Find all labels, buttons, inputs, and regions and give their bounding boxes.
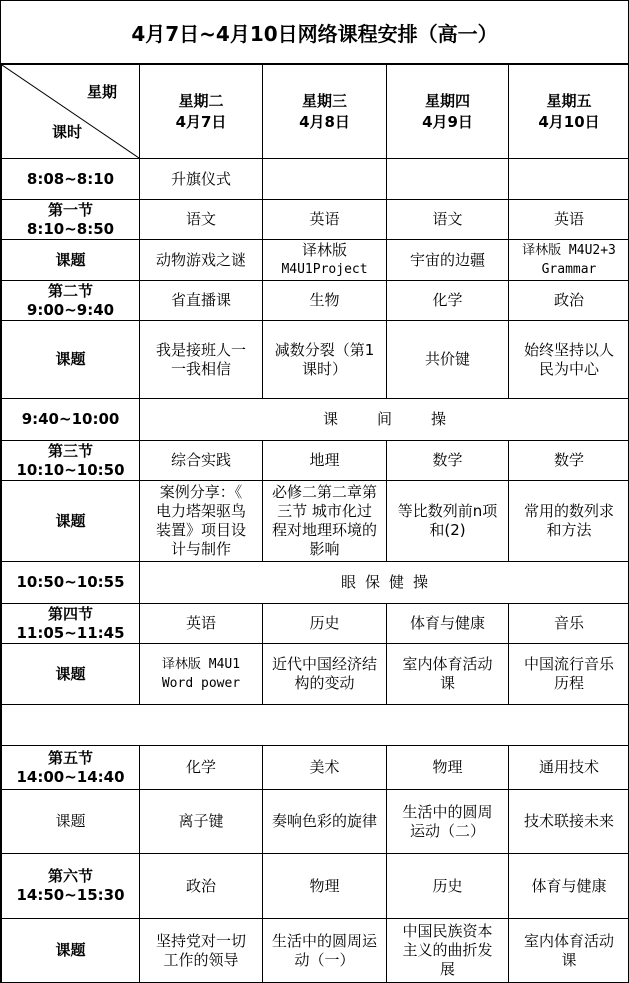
subject-cell: 生物 — [263, 281, 387, 321]
page-title: 4月7日~4月10日网络课程安排（高一） — [1, 1, 628, 64]
break-row — [2, 399, 629, 441]
period-cell — [2, 281, 140, 321]
period-row — [2, 854, 629, 919]
topic-line: 动物游戏之谜 — [155, 250, 246, 269]
period-time: 10:10~10:50 — [16, 460, 125, 479]
topic-cell — [263, 919, 387, 983]
subject-cell: 语文 — [140, 200, 263, 240]
topic-label: 课题 — [2, 240, 140, 281]
topic-row — [2, 790, 629, 854]
topic-line: 动（一） — [294, 950, 355, 969]
subject-cell: 美术 — [263, 746, 387, 790]
period-time: 14:00~14:40 — [16, 767, 125, 786]
topic-line: Word power — [161, 676, 241, 691]
period-name: 第六节 — [47, 867, 93, 885]
topic-cell — [140, 790, 263, 854]
topic-line: 我是接班人一 — [155, 340, 246, 359]
topic-line: 中国民族资本 — [402, 922, 493, 940]
topic-line: 离子键 — [178, 812, 224, 830]
period-cell — [2, 746, 140, 790]
period-row — [2, 604, 629, 644]
topic-line: 坚持党对一切 — [155, 931, 246, 950]
topic-row — [2, 481, 629, 562]
topic-cell — [509, 321, 629, 399]
activity-cell — [509, 159, 629, 200]
subject-cell: 综合实践 — [140, 441, 263, 481]
subject-cell: 通用技术 — [509, 746, 629, 790]
subject-cell: 化学 — [387, 281, 509, 321]
topic-line: 影响 — [309, 540, 340, 558]
topic-line: 译林版 M4U1 — [161, 657, 241, 672]
topic-line: 生活中的圆周运 — [271, 931, 377, 950]
topic-line: 生活中的圆周 — [402, 802, 493, 821]
subject-cell: 音乐 — [509, 604, 629, 644]
activity-cell — [387, 159, 509, 200]
period-time: 14:50~15:30 — [16, 886, 125, 904]
time-cell: 10:50~10:55 — [2, 562, 140, 604]
subject-cell: 物理 — [263, 854, 387, 919]
topic-label: 课题 — [2, 790, 140, 854]
topic-cell — [387, 790, 509, 854]
day-header — [509, 65, 629, 159]
topic-cell — [263, 790, 387, 854]
topic-label: 课题 — [2, 481, 140, 562]
break-char: 间 — [376, 410, 392, 428]
subject-cell: 数学 — [509, 441, 629, 481]
topic-line: 课 — [561, 950, 577, 969]
topic-row — [2, 644, 629, 705]
break-char: 操 — [431, 410, 447, 428]
topic-line: 一我相信 — [170, 359, 231, 378]
topic-cell — [140, 240, 263, 281]
day-header — [387, 65, 509, 159]
topic-line: M4U1Project — [281, 262, 368, 277]
period-row — [2, 200, 629, 240]
topic-line: 译林版 M4U2+3 — [522, 243, 616, 258]
period-name: 第四节 — [47, 604, 93, 623]
break-char: 课 — [322, 410, 338, 428]
topic-line: 宇宙的边疆 — [409, 250, 485, 269]
topic-cell — [509, 919, 629, 983]
date: 4月8日 — [299, 112, 350, 131]
period-label: 课时 — [52, 123, 83, 141]
weekday: 星期四 — [424, 91, 470, 110]
period-row — [2, 281, 629, 321]
subject-cell: 英语 — [263, 200, 387, 240]
subject-cell: 地理 — [263, 441, 387, 481]
corner-cell — [2, 65, 140, 159]
eye-exercise-cell — [140, 562, 629, 604]
topic-cell — [387, 321, 509, 399]
period-time: 9:00~9:40 — [26, 300, 115, 319]
period-time: 11:05~11:45 — [16, 623, 125, 642]
subject-cell: 英语 — [140, 604, 263, 644]
topic-line: 构的变动 — [294, 674, 355, 692]
topic-line: 案例分享：《 — [159, 483, 243, 501]
blank-cell — [2, 705, 629, 746]
date: 4月10日 — [538, 112, 600, 131]
topic-line: 展 — [439, 960, 455, 978]
topic-label: 课题 — [2, 919, 140, 983]
diagonal-line — [2, 65, 139, 158]
lunch-gap-row — [2, 705, 629, 746]
topic-line: 民为中心 — [538, 359, 599, 378]
topic-line: 工作的领导 — [163, 950, 239, 969]
period-cell — [2, 200, 140, 240]
day-header — [140, 65, 263, 159]
period-cell — [2, 441, 140, 481]
activity-cell: 升旗仪式 — [140, 159, 263, 200]
date: 4月9日 — [422, 112, 473, 131]
topic-cell — [387, 481, 509, 562]
topic-line: 运动（二） — [409, 821, 485, 840]
topic-cell — [509, 790, 629, 854]
topic-cell — [387, 919, 509, 983]
schedule-table — [1, 64, 629, 983]
subject-cell: 语文 — [387, 200, 509, 240]
topic-cell — [509, 240, 629, 281]
date: 4月7日 — [175, 112, 227, 131]
topic-cell — [140, 321, 263, 399]
period-name: 第二节 — [47, 281, 93, 300]
subject-cell: 数学 — [387, 441, 509, 481]
subject-cell: 历史 — [387, 854, 509, 919]
topic-line: 共价键 — [424, 350, 470, 368]
topic-line: 计与制作 — [170, 540, 231, 558]
topic-line: 始终坚持以人 — [523, 340, 614, 359]
topic-cell — [509, 481, 629, 562]
topic-line: 程对地理环境的 — [271, 521, 377, 539]
topic-cell — [140, 919, 263, 983]
subject-cell: 政治 — [140, 854, 263, 919]
weekday: 星期五 — [546, 91, 592, 110]
topic-line: 减数分裂（第1 — [274, 340, 375, 359]
subject-cell: 物理 — [387, 746, 509, 790]
topic-line: 中国流行音乐 — [523, 655, 614, 673]
day-header — [263, 65, 387, 159]
subject-cell: 历史 — [263, 604, 387, 644]
topic-cell — [263, 481, 387, 562]
topic-line: 室内体育活动 — [402, 655, 493, 673]
topic-row — [2, 919, 629, 983]
topic-cell — [387, 240, 509, 281]
eye-char: 健 — [389, 573, 405, 591]
period-cell — [2, 854, 140, 919]
activity-cell — [263, 159, 387, 200]
topic-label: 课题 — [2, 321, 140, 399]
topic-row — [2, 321, 629, 399]
topic-line: 和(2) — [429, 521, 466, 539]
subject-cell: 英语 — [509, 200, 629, 240]
topic-line: 三节 城市化过 — [277, 502, 372, 520]
topic-line: 课 — [439, 674, 455, 692]
subject-cell: 省直播课 — [140, 281, 263, 321]
flag-row — [2, 159, 629, 200]
subject-cell: 化学 — [140, 746, 263, 790]
weekday: 星期二 — [178, 91, 224, 110]
topic-line: 室内体育活动 — [523, 931, 614, 950]
topic-cell — [263, 240, 387, 281]
topic-line: 常用的数列求 — [523, 502, 614, 520]
period-row — [2, 746, 629, 790]
eye-char: 保 — [364, 573, 380, 591]
topic-line: 奏响色彩的旋律 — [271, 812, 377, 830]
topic-line: Grammar — [541, 262, 597, 277]
topic-line: 译林版 — [301, 241, 347, 259]
period-name: 第五节 — [47, 748, 93, 767]
topic-line: 等比数列前n项 — [397, 502, 498, 520]
header-row — [2, 65, 629, 159]
topic-cell — [140, 644, 263, 705]
topic-row — [2, 240, 629, 281]
period-cell — [2, 604, 140, 644]
period-time: 8:10~8:50 — [26, 219, 115, 238]
eye-exercise-row — [2, 562, 629, 604]
topic-cell — [263, 644, 387, 705]
topic-cell — [509, 644, 629, 705]
topic-line: 和方法 — [546, 521, 592, 539]
topic-line: 近代中国经济结 — [271, 655, 377, 673]
time-cell: 9:40~10:00 — [2, 399, 140, 441]
topic-line: 主义的曲折发 — [402, 941, 493, 959]
subject-cell: 体育与健康 — [509, 854, 629, 919]
subject-cell: 政治 — [509, 281, 629, 321]
subject-cell: 体育与健康 — [387, 604, 509, 644]
period-row — [2, 441, 629, 481]
topic-cell — [140, 481, 263, 562]
topic-line: 历程 — [553, 674, 584, 692]
topic-line: 必修二第二章第 — [271, 483, 377, 501]
topic-label: 课题 — [2, 644, 140, 705]
time-cell: 8:08~8:10 — [2, 159, 140, 200]
topic-line: 装置》项目设 — [155, 521, 246, 539]
period-name: 第三节 — [47, 441, 93, 460]
eye-char: 眼 — [340, 573, 356, 591]
day-label: 星期 — [86, 83, 117, 101]
topic-line: 技术联接未来 — [523, 812, 614, 830]
topic-cell — [263, 321, 387, 399]
period-name: 第一节 — [47, 200, 93, 219]
weekday: 星期三 — [301, 91, 347, 110]
eye-char: 操 — [413, 573, 429, 591]
topic-line: 课时） — [301, 359, 347, 378]
break-cell — [140, 399, 629, 441]
topic-cell — [387, 644, 509, 705]
topic-line: 电力塔架驱鸟 — [155, 502, 246, 520]
